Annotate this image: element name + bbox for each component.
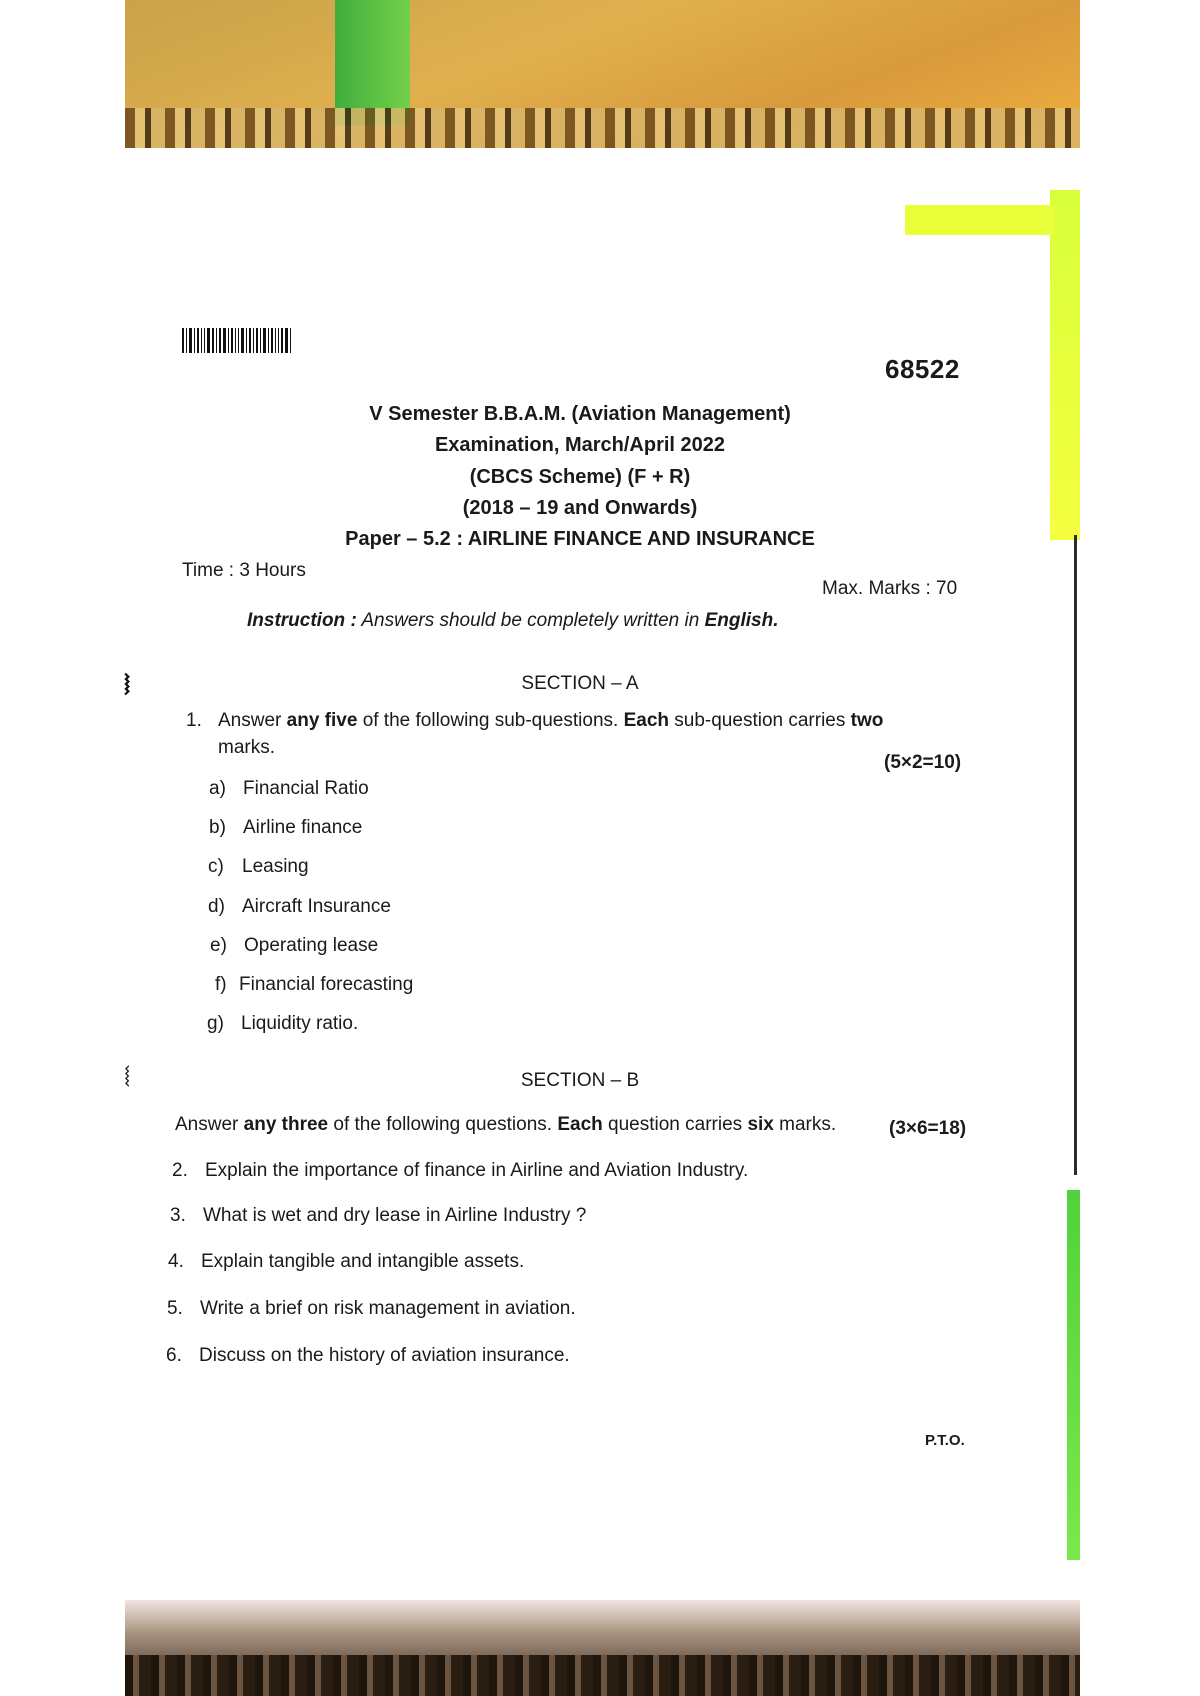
section-b-emphasis: six — [747, 1114, 774, 1135]
exam-session: Examination, March/April 2022 — [434, 434, 726, 456]
question-number: 5. — [167, 1298, 183, 1319]
time-allowed: Time : 3 Hours — [182, 560, 306, 581]
sub-question-label: f) — [215, 974, 227, 995]
section-a-marks: (5×2=10) — [884, 752, 962, 773]
sub-question — [208, 856, 309, 878]
instruction-text: Answers should be completely written in — [361, 610, 700, 631]
instruction — [247, 610, 778, 632]
question-number: 1. — [186, 710, 202, 731]
sub-question-text: Financial forecasting — [239, 974, 414, 995]
section-a-title: SECTION – A — [521, 673, 639, 694]
question-text: Write a brief on risk management in aviation. — [200, 1298, 576, 1319]
question-text: Explain the importance of finance in Airline and Aviation Industry. — [205, 1160, 749, 1181]
section-b-text-part: of the following questions. — [333, 1114, 553, 1135]
q1-text-part: of the following sub-questions. — [362, 710, 619, 731]
section-b-emphasis: Each — [557, 1114, 603, 1135]
sub-question — [207, 1013, 358, 1035]
question — [168, 1251, 524, 1273]
sub-question-text: Operating lease — [244, 935, 379, 956]
section-b-text-part: marks. — [779, 1114, 837, 1135]
question-1-text — [218, 707, 933, 761]
question-number: 3. — [170, 1205, 186, 1226]
question — [170, 1205, 586, 1227]
q1-emphasis: Each — [623, 710, 669, 731]
course-title: V Semester B.B.A.M. (Aviation Management) — [369, 403, 791, 425]
paper-code: 68522 — [885, 354, 960, 384]
paper-title: Paper – 5.2 : AIRLINE FINANCE AND INSURANCE — [345, 528, 815, 550]
instruction-language: English. — [704, 610, 779, 631]
sub-question-label: a) — [209, 778, 226, 799]
margin-tick-mark: ⧘ — [124, 668, 131, 701]
sub-question-label: e) — [210, 935, 227, 956]
sub-question — [210, 935, 378, 957]
sub-question-label: c) — [208, 856, 224, 877]
section-b-marks: (3×6=18) — [889, 1118, 967, 1139]
section-b-instruction — [175, 1114, 836, 1136]
barcode — [182, 328, 317, 353]
sub-question-label: b) — [209, 817, 226, 838]
max-marks: Max. Marks : 70 — [822, 578, 958, 599]
q1-text-part: sub-question carries — [674, 710, 846, 731]
q1-text-part: Answer — [218, 710, 282, 731]
question — [166, 1345, 570, 1367]
scheme: (CBCS Scheme) (F + R) — [469, 466, 691, 488]
sub-question-text: Liquidity ratio. — [241, 1013, 359, 1034]
sub-question — [215, 974, 413, 996]
section-b-emphasis: any three — [243, 1114, 329, 1135]
section-b-text-part: Answer — [175, 1114, 239, 1135]
q1-emphasis: any five — [286, 710, 358, 731]
section-b-text-part: question carries — [608, 1114, 743, 1135]
background-pattern-top — [125, 108, 1080, 148]
sub-question — [209, 817, 362, 839]
question-number: 6. — [166, 1345, 182, 1366]
sub-question-text: Aircraft Insurance — [242, 896, 391, 917]
background-green-tab — [335, 0, 410, 125]
sub-question-text: Airline finance — [243, 817, 363, 838]
batch: (2018 – 19 and Onwards) — [462, 497, 698, 519]
q1-text-part: marks. — [218, 737, 275, 758]
question — [167, 1298, 576, 1320]
q1-emphasis: two — [850, 710, 884, 731]
question-text: Discuss on the history of aviation insurance. — [199, 1345, 570, 1366]
question-text: What is wet and dry lease in Airline Industry ? — [203, 1205, 587, 1226]
question-text: Explain tangible and intangible assets. — [201, 1251, 525, 1272]
sub-question-text: Leasing — [242, 856, 309, 877]
sub-question-text: Financial Ratio — [243, 778, 369, 799]
background-green-edge — [1067, 1190, 1080, 1560]
question-number: 4. — [168, 1251, 184, 1272]
background-pattern-bottom — [125, 1655, 1080, 1696]
margin-tick-mark: ⧙ — [124, 1060, 131, 1093]
section-b-title: SECTION – B — [520, 1070, 640, 1091]
sub-question-label: g) — [207, 1013, 224, 1034]
instruction-label: Instruction : — [247, 610, 357, 631]
question — [172, 1160, 748, 1182]
question-1 — [188, 707, 933, 761]
sub-question-label: d) — [208, 896, 225, 917]
sub-question — [209, 778, 369, 800]
sub-question — [208, 896, 391, 918]
question-number: 2. — [172, 1160, 188, 1181]
background-yellow-strip — [905, 205, 1055, 235]
please-turn-over: P.T.O. — [925, 1432, 965, 1449]
